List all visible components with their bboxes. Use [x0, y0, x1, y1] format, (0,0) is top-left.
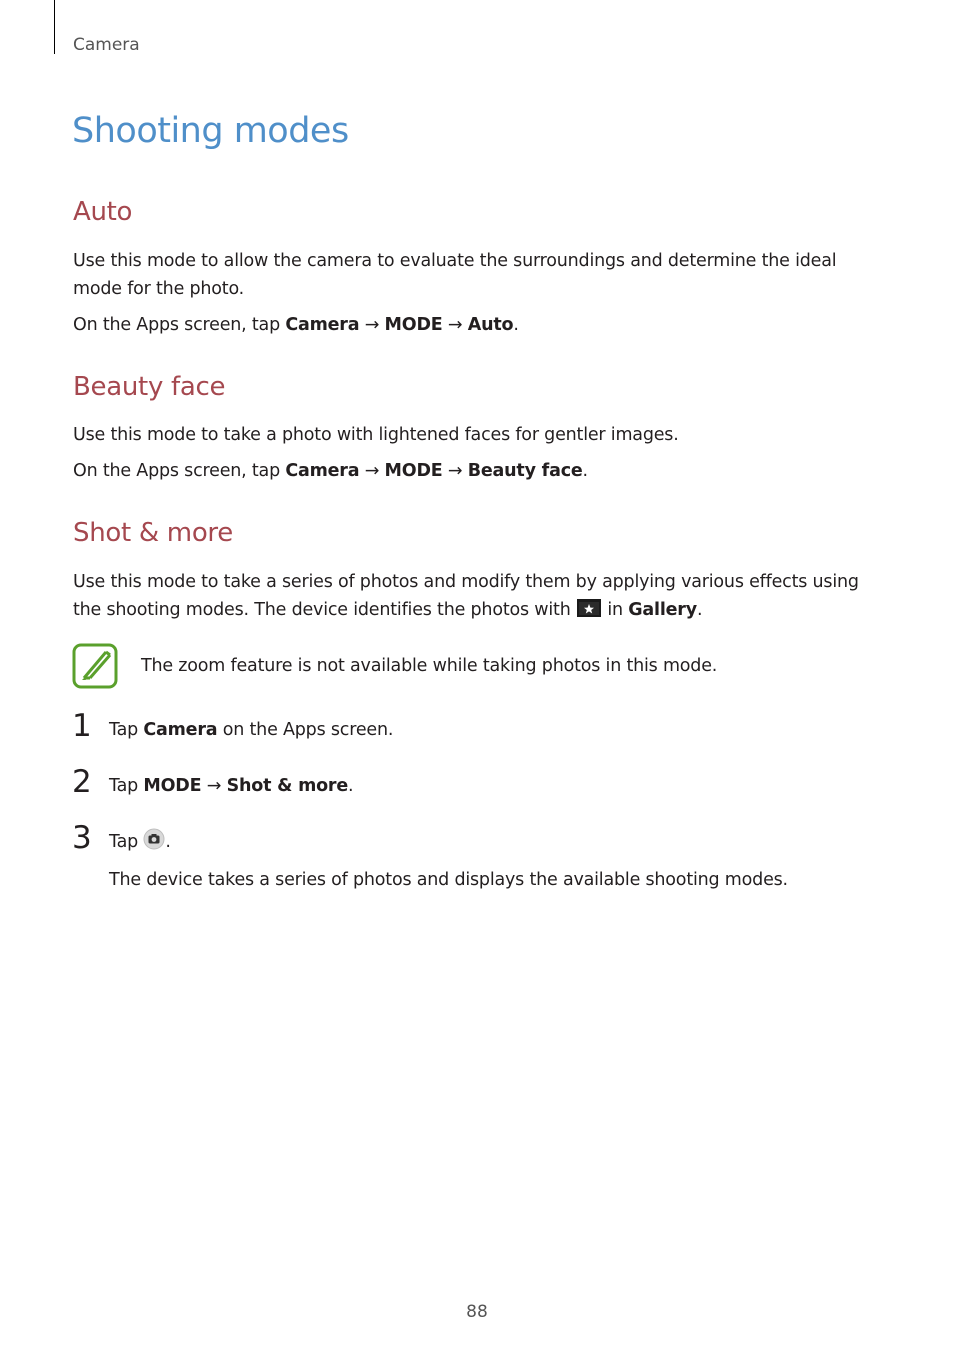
page-title: Shooting modes [72, 111, 349, 151]
auto-description: Use this mode to allow the camera to evaluate the surroundings and determine the ideal mode for the photo. [73, 251, 837, 299]
page-number: 88 [466, 1302, 488, 1322]
step-3-result: The device takes a series of photos and displays the available shooting modes. [109, 870, 788, 890]
note-pencil-icon [72, 643, 118, 689]
step-number-3: 3 [72, 820, 92, 856]
section-heading-auto: Auto [73, 197, 133, 227]
step-3-text: Tap . [109, 828, 171, 859]
beauty-instructions: On the Apps screen, tap Camera → MODE → Beauty face. [73, 461, 588, 481]
camera-shutter-icon [143, 828, 165, 859]
header-rule [54, 0, 55, 54]
step-number-2: 2 [72, 764, 92, 800]
section-heading-beauty-face: Beauty face [73, 372, 226, 402]
step-1-text: Tap Camera on the Apps screen. [109, 720, 394, 740]
beauty-description: Use this mode to take a photo with lightened faces for gentler images. [73, 425, 679, 445]
shot-more-star-icon [576, 598, 602, 627]
step-number-1: 1 [72, 708, 92, 744]
auto-instructions: On the Apps screen, tap Camera → MODE → Auto. [73, 315, 519, 335]
header-section-label: Camera [73, 35, 140, 55]
note-text: The zoom feature is not available while taking photos in this mode. [141, 656, 718, 676]
step-2-text: Tap MODE → Shot & more. [109, 776, 354, 796]
section-heading-shot-more: Shot & more [73, 518, 233, 548]
shot-description: Use this mode to take a series of photos and modify them by applying various effects using the shooting modes. The device identifies the photos with in Gallery. [73, 568, 873, 627]
